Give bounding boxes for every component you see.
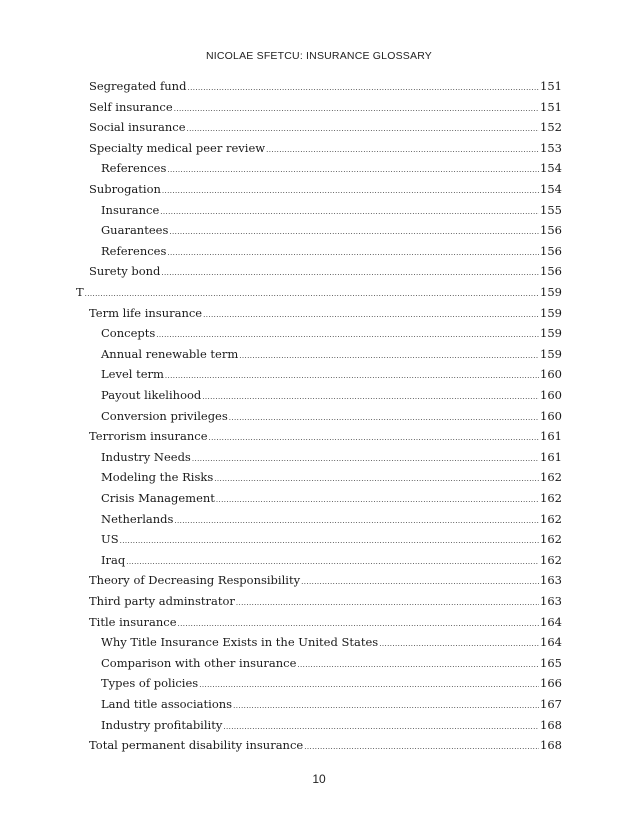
- toc-entry-title: Industry Needs: [101, 449, 191, 464]
- toc-entry-title: Self insurance: [89, 99, 173, 114]
- toc-entry[interactable]: [101, 323, 562, 343]
- toc-entry-title: Terrorism insurance: [89, 429, 208, 444]
- toc-entry-page: 159: [540, 305, 562, 320]
- toc-entry-page: 162: [540, 552, 562, 567]
- toc-entry-title: Subrogation: [89, 182, 161, 196]
- toc-entry[interactable]: [101, 447, 562, 467]
- toc-entry-title: References: [101, 243, 167, 258]
- toc-entry[interactable]: [89, 735, 562, 755]
- page-number: 10: [312, 772, 326, 786]
- toc-entry-title: Crisis Management: [101, 491, 215, 505]
- toc-dot-leader: [223, 717, 539, 737]
- toc-entry[interactable]: [101, 385, 562, 405]
- toc-entry-page: 161: [540, 449, 562, 464]
- toc-entry-title: Concepts: [101, 326, 156, 341]
- toc-entry-page: 167: [540, 697, 562, 711]
- toc-entry-title: US: [101, 532, 119, 547]
- toc-entry-page: 159: [540, 346, 562, 361]
- toc-entry-title: Industry profitability: [101, 717, 223, 732]
- toc-entry-title: Theory of Decreasing Responsibility: [89, 573, 301, 588]
- toc-dot-leader: [178, 614, 540, 634]
- toc-entry-title: Guarantees: [101, 223, 169, 238]
- toc-entry-title: Land title associations: [101, 697, 233, 711]
- toc-entry-title: Title insurance: [89, 614, 177, 629]
- toc-entry-page: 162: [540, 470, 562, 485]
- toc-dot-leader: [156, 325, 539, 345]
- toc-dot-leader: [192, 449, 539, 469]
- toc-dot-leader: [167, 160, 539, 180]
- toc-entry[interactable]: [101, 509, 562, 529]
- toc-dot-leader: [379, 634, 539, 654]
- toc-dot-leader: [236, 593, 539, 613]
- toc-dot-leader: [304, 737, 539, 757]
- toc-entry[interactable]: [89, 261, 562, 281]
- toc-entry-page: 162: [540, 491, 562, 505]
- toc-entry-title: Term life insurance: [89, 305, 203, 320]
- toc-entry[interactable]: [101, 344, 562, 364]
- toc-entry[interactable]: [89, 117, 562, 137]
- toc-entry[interactable]: [101, 406, 562, 426]
- toc-entry-title: Segregated fund: [89, 79, 187, 93]
- toc-entry-page: 159: [540, 285, 562, 299]
- toc-entry-title: Insurance: [101, 202, 160, 217]
- toc-dot-leader: [239, 346, 539, 366]
- toc-entry[interactable]: [76, 282, 562, 302]
- toc-entry-page: 156: [540, 264, 562, 279]
- toc-entry-title: Annual renewable term: [101, 346, 239, 361]
- toc-entry-page: 156: [540, 223, 562, 238]
- toc-entry-page: 156: [540, 243, 562, 258]
- toc-dot-leader: [199, 675, 539, 695]
- toc-entry[interactable]: [101, 550, 562, 570]
- toc-entry-page: 162: [540, 532, 562, 547]
- toc-dot-leader: [120, 531, 539, 551]
- toc-entry-page: 162: [540, 511, 562, 526]
- toc-entry[interactable]: [101, 632, 562, 652]
- toc-entry[interactable]: [101, 467, 562, 487]
- toc-entry[interactable]: [89, 591, 562, 611]
- toc-entry-page: 161: [540, 429, 562, 444]
- toc-entry-page: 165: [540, 655, 562, 670]
- toc-entry-title: Level term: [101, 367, 164, 382]
- toc-dot-leader: [187, 119, 540, 139]
- toc-entry[interactable]: [89, 179, 562, 199]
- toc-dot-leader: [301, 572, 539, 592]
- toc-entry-title: Conversion privileges: [101, 408, 228, 423]
- toc-dot-leader: [266, 140, 539, 160]
- toc-entry[interactable]: [101, 220, 562, 240]
- toc-entry-page: 155: [540, 202, 562, 217]
- toc-entry-page: 160: [540, 367, 562, 382]
- toc-dot-leader: [169, 222, 539, 242]
- toc-dot-leader: [203, 305, 539, 325]
- toc-dot-leader: [165, 366, 539, 386]
- toc-entry-title: T: [76, 285, 84, 299]
- toc-entry[interactable]: [101, 488, 562, 508]
- toc-entry[interactable]: [89, 612, 562, 632]
- toc-entry-title: Social insurance: [89, 120, 186, 135]
- toc-entry-title: Modeling the Risks: [101, 470, 214, 485]
- toc-entry[interactable]: [101, 715, 562, 735]
- toc-dot-leader: [209, 428, 540, 448]
- toc-entry-page: 154: [540, 161, 562, 176]
- toc-entry[interactable]: [89, 138, 562, 158]
- toc-dot-leader: [233, 696, 539, 716]
- toc-entry-title: Surety bond: [89, 264, 161, 279]
- toc-entry-page: 159: [540, 326, 562, 341]
- toc-entry-title: Third party adminstrator: [89, 594, 235, 608]
- toc-entry[interactable]: [101, 158, 562, 178]
- toc-entry[interactable]: [101, 653, 562, 673]
- toc-dot-leader: [229, 408, 539, 428]
- toc-entry-page: 168: [540, 738, 562, 753]
- toc-dot-leader: [216, 490, 539, 510]
- toc-entry-page: 163: [540, 594, 562, 608]
- toc-entry-page: 151: [540, 99, 562, 114]
- toc-entry-page: 166: [540, 676, 562, 691]
- toc-entry[interactable]: [89, 76, 562, 96]
- toc-entry[interactable]: [101, 364, 562, 384]
- toc-entry-title: Iraq: [101, 552, 126, 567]
- toc-dot-leader: [161, 263, 539, 283]
- toc-entry-page: 151: [540, 79, 562, 93]
- toc-dot-leader: [174, 99, 539, 119]
- toc-entry-page: 160: [540, 388, 562, 402]
- toc-dot-leader: [202, 387, 539, 407]
- toc-dot-leader: [162, 181, 539, 201]
- toc-entry-page: 153: [540, 140, 562, 155]
- toc-entry-page: 154: [540, 182, 562, 196]
- toc-entry-page: 164: [540, 614, 562, 629]
- toc-entry[interactable]: [89, 570, 562, 590]
- toc-dot-leader: [167, 243, 539, 263]
- toc-dot-leader: [160, 202, 539, 222]
- toc-dot-leader: [214, 469, 539, 489]
- toc-entry[interactable]: [89, 97, 562, 117]
- toc-entry-page: 164: [540, 635, 562, 650]
- toc-dot-leader: [85, 284, 539, 304]
- running-header: NICOLAE SFETCU: INSURANCE GLOSSARY: [206, 50, 432, 62]
- toc-entry[interactable]: [101, 694, 562, 714]
- toc-dot-leader: [297, 655, 539, 675]
- toc-entry-title: Why Title Insurance Exists in the United States: [101, 635, 379, 650]
- toc-entry-title: Comparison with other insurance: [101, 655, 297, 670]
- toc-entry-title: Total permanent disability insurance: [89, 738, 304, 753]
- toc-entry[interactable]: [101, 200, 562, 220]
- toc-entry[interactable]: [89, 303, 562, 323]
- toc-entry[interactable]: [101, 673, 562, 693]
- toc-entry-title: Netherlands: [101, 511, 174, 526]
- toc-dot-leader: [126, 552, 539, 572]
- toc-entry-page: 168: [540, 717, 562, 732]
- toc-dot-leader: [187, 78, 539, 98]
- toc-entry[interactable]: [101, 241, 562, 261]
- toc-entry-page: 160: [540, 408, 562, 423]
- toc-entry-title: Specialty medical peer review: [89, 140, 266, 155]
- toc-entry-title: Payout likelihood: [101, 388, 202, 402]
- toc-entry-page: 152: [540, 120, 562, 135]
- toc-entry[interactable]: [89, 426, 562, 446]
- toc-entry-title: References: [101, 161, 167, 176]
- toc-dot-leader: [174, 511, 539, 531]
- toc-entry[interactable]: [101, 529, 562, 549]
- toc-entry-title: Types of policies: [101, 676, 199, 691]
- toc-entry-page: 163: [540, 573, 562, 588]
